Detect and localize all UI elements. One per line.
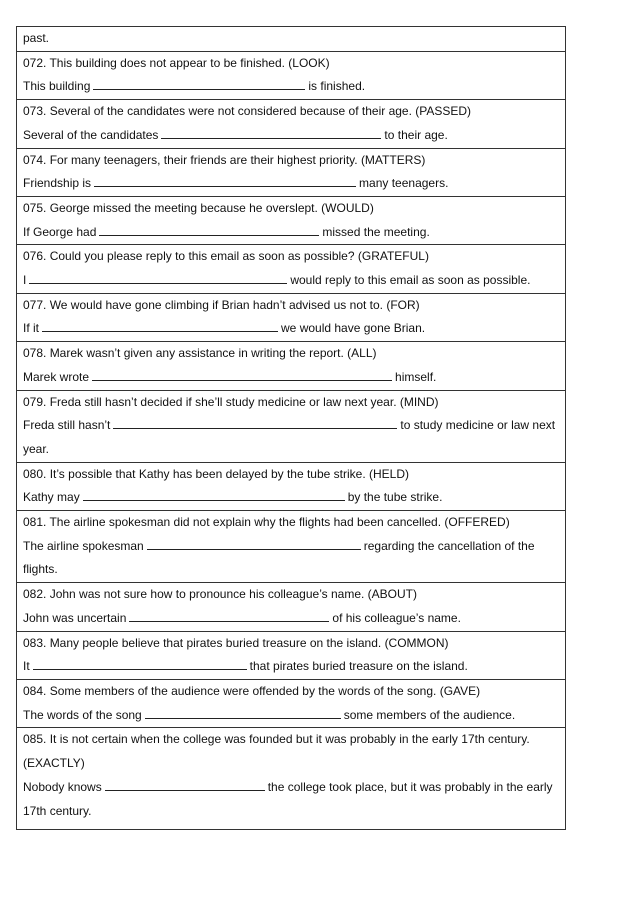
- item-082: [17, 582, 565, 630]
- item-074: [17, 148, 565, 196]
- question-text: 079. Freda still hasn’t decided if she’ll study medicine or law next year. (MIND): [23, 394, 439, 409]
- item-072: [17, 51, 565, 99]
- item-073: [17, 99, 565, 147]
- answer-prefix: The words of the song: [23, 707, 142, 722]
- item-076: [17, 244, 565, 292]
- item-075: [17, 196, 565, 244]
- answer-blank[interactable]: [129, 610, 329, 622]
- question-text: 083. Many people believe that pirates buried treasure on the island. (COMMON): [23, 635, 449, 650]
- item-085: [17, 727, 565, 829]
- answer-line: [23, 535, 559, 559]
- answer-blank[interactable]: [94, 175, 356, 187]
- answer-blank[interactable]: [105, 779, 265, 791]
- item-081: [17, 510, 565, 582]
- answer-blank[interactable]: [92, 369, 392, 381]
- answer-suffix: would reply to this email as soon as possible.: [290, 273, 531, 288]
- answer-continuation: year.: [23, 441, 50, 456]
- answer-suffix: to their age.: [384, 127, 448, 142]
- answer-suffix: is finished.: [308, 79, 366, 94]
- answer-suffix: that pirates buried treasure on the island.: [249, 659, 468, 674]
- answer-prefix: Freda still hasn’t: [23, 418, 111, 433]
- answer-blank[interactable]: [147, 538, 361, 550]
- question-text: 076. Could you please reply to this email as soon as possible? (GRATEFUL): [23, 249, 429, 264]
- item-083: [17, 631, 565, 679]
- answer-line: [23, 317, 559, 341]
- answer-blank[interactable]: [83, 489, 345, 501]
- answer-line: [23, 655, 559, 679]
- question-text: 082. John was not sure how to pronounce his colleague’s name. (ABOUT): [23, 587, 417, 602]
- intro-text: past.: [23, 31, 50, 45]
- answer-suffix: we would have gone Brian.: [281, 321, 426, 336]
- answer-line: [23, 704, 559, 728]
- answer-prefix: If George had: [23, 224, 97, 239]
- item-078: [17, 341, 565, 389]
- answer-blank[interactable]: [42, 320, 278, 332]
- question-text: 084. Some members of the audience were offended by the words of the song. (GAVE): [23, 683, 481, 698]
- item-084: [17, 679, 565, 727]
- answer-line: [23, 486, 559, 510]
- answer-prefix: Friendship is: [23, 176, 92, 191]
- answer-prefix: Kathy may: [23, 490, 80, 505]
- question-text: 081. The airline spokesman did not explain why the flights had been cancelled. (OFFERED): [23, 515, 510, 530]
- answer-blank[interactable]: [145, 707, 341, 719]
- answer-suffix: many teenagers.: [359, 176, 449, 191]
- answer-line: [23, 124, 559, 148]
- answer-continuation: 17th century.: [23, 803, 92, 818]
- answer-suffix: some members of the audience.: [343, 707, 516, 722]
- answer-prefix: John was uncertain: [23, 610, 127, 625]
- item-080: [17, 462, 565, 510]
- question-text: 075. George missed the meeting because he overslept. (WOULD): [23, 200, 374, 215]
- question-keyword: (EXACTLY): [23, 756, 85, 771]
- answer-prefix: I: [23, 273, 27, 288]
- answer-blank[interactable]: [33, 658, 247, 670]
- question-text: 072. This building does not appear to be finished. (LOOK): [23, 55, 330, 70]
- answer-prefix: Marek wrote: [23, 369, 90, 384]
- answer-line: [23, 776, 559, 800]
- answer-prefix: If it: [23, 321, 40, 336]
- answer-line: [23, 172, 559, 196]
- question-text: 074. For many teenagers, their friends are their highest priority. (MATTERS): [23, 152, 426, 167]
- question-text: 080. It’s possible that Kathy has been delayed by the tube strike. (HELD): [23, 466, 410, 481]
- answer-prefix: This building: [23, 79, 91, 94]
- question-text: 085. It is not certain when the college was founded but it was probably in the early 17th century.: [23, 732, 530, 747]
- answer-suffix: the college took place, but it was probably in the early: [267, 779, 553, 794]
- row-intro: [17, 27, 565, 51]
- answer-prefix: Several of the candidates: [23, 127, 159, 142]
- answer-line: [23, 75, 559, 99]
- question-text: 073. Several of the candidates were not considered because of their age. (PASSED): [23, 104, 472, 119]
- answer-blank[interactable]: [93, 78, 305, 90]
- question-text: 078. Marek wasn’t given any assistance in writing the report. (ALL): [23, 346, 377, 361]
- answer-blank[interactable]: [113, 417, 397, 429]
- answer-suffix: to study medicine or law next: [400, 418, 556, 433]
- answer-suffix: by the tube strike.: [347, 490, 443, 505]
- answer-prefix: The airline spokesman: [23, 538, 144, 553]
- answer-line: [23, 607, 559, 631]
- answer-blank[interactable]: [99, 224, 319, 236]
- answer-line: [23, 269, 559, 293]
- question-text: 077. We would have gone climbing if Brian hadn’t advised us not to. (FOR): [23, 297, 420, 312]
- item-077: [17, 293, 565, 341]
- answer-line: [23, 366, 559, 390]
- answer-suffix: of his colleague’s name.: [332, 610, 461, 625]
- answer-blank[interactable]: [29, 272, 287, 284]
- answer-continuation: flights.: [23, 562, 58, 577]
- answer-blank[interactable]: [161, 127, 381, 139]
- exercise-table: [16, 26, 566, 830]
- item-079: [17, 390, 565, 462]
- answer-prefix: It: [23, 659, 30, 674]
- answer-suffix: regarding the cancellation of the: [363, 538, 535, 553]
- answer-line: [23, 414, 559, 438]
- answer-suffix: missed the meeting.: [322, 224, 430, 239]
- answer-line: [23, 221, 559, 245]
- answer-suffix: himself.: [395, 369, 437, 384]
- answer-prefix: Nobody knows: [23, 779, 102, 794]
